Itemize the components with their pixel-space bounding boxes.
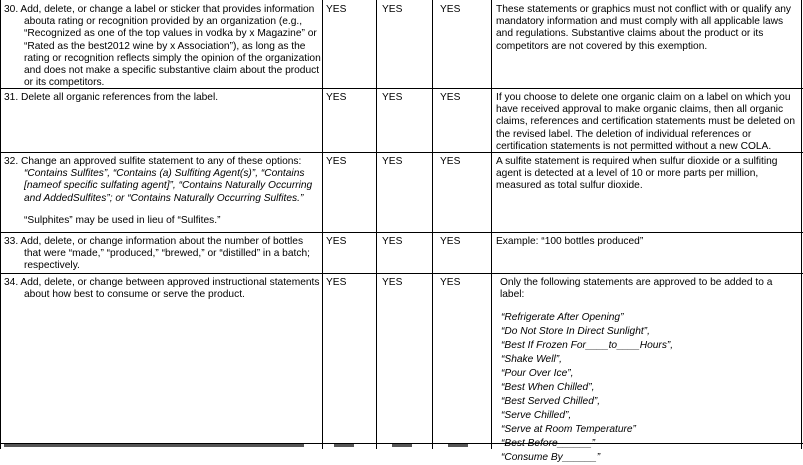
sulfite-options: “Contains Sulfites”, “Contains (a) Sulfiting Agent(s)”, “Contains [nameof specific sulfating agent]”, “Contains Naturally Occurring and AddedSulfites”; or “Contains Naturally Occurring Sulfites.” <box>24 168 313 204</box>
table-row-31-description: 31. Delete all organic references from the label. <box>4 92 219 103</box>
row-30-conditions: These statements or graphics must not conflict with or qualify any mandatory information and must comply with all applicable laws and regulations. Substantive claims about the product or its competitors are not covered by this exemption. <box>496 4 792 52</box>
row-divider <box>0 232 803 233</box>
row-31-col1: YES <box>326 92 347 103</box>
row-32-conditions: A sulfite statement is required when sulfur dioxide or a sulfiting agent is detected at a level of 10 or more parts per million, measured as total sulfur dioxide. <box>496 156 778 192</box>
row-34-col2: YES <box>382 277 403 288</box>
row-30-col1: YES <box>326 4 347 15</box>
row-32-col1: YES <box>326 156 347 167</box>
column-divider <box>432 0 433 449</box>
approved-statements-list <box>496 311 796 465</box>
list-item: “Pour Over Ice”, <box>501 368 574 380</box>
row-34-conditions <box>496 277 796 465</box>
column-divider <box>322 0 323 449</box>
table-border-left <box>0 0 1 449</box>
list-item: “Consume By______” <box>501 452 601 464</box>
row-32-col2: YES <box>382 156 403 167</box>
row-33-conditions: Example: “100 bottles produced” <box>496 236 644 247</box>
column-divider <box>376 0 377 449</box>
row-33-col3: YES <box>440 236 461 247</box>
row-30-col3: YES <box>440 4 461 15</box>
list-item: “Refrigerate After Opening” <box>501 312 624 324</box>
list-item: “Do Not Store In Direct Sunlight”, <box>501 326 650 338</box>
sulfite-lead: 32. Change an approved sulfite statement to any of these options: <box>4 156 302 167</box>
table-row-33-description: 33. Add, delete, or change information about the number of bottles that were “made,” “produced,” “brewed,” or “distilled” in a batch; respectively. <box>4 236 310 272</box>
row-33-col2: YES <box>382 236 403 247</box>
row-divider <box>0 273 803 274</box>
table-row-32-description <box>4 156 322 227</box>
row-34-col1: YES <box>326 277 347 288</box>
row-31-conditions: If you choose to delete one organic claim on a label on which you have received approval to make organic claims, then all organic claims, references and certification statements must be deleted on the revised label. The deletion of individual references or certification statements is not permitted without a new COLA. <box>496 92 795 152</box>
row-33-col1: YES <box>326 236 347 247</box>
table-row-34-description: 34. Add, delete, or change between approved instructional statements about how best to consume or serve the product. <box>4 277 320 301</box>
sulfite-note: “Sulphites” may be used in lieu of “Sulfites.” <box>24 214 221 226</box>
list-item: “Serve at Room Temperature” <box>501 424 636 436</box>
table-border-right <box>801 0 802 449</box>
next-row-cutoff <box>4 444 798 449</box>
column-divider <box>491 0 492 449</box>
list-item: “Best If Frozen For____to____Hours”, <box>501 340 674 352</box>
row-30-col2: YES <box>382 4 403 15</box>
list-item: “Shake Well”, <box>501 354 562 366</box>
table-row-30-description: 30. Add, delete, or change a label or sticker that provides information abouta rating or recognition provided by an organization (e.g., “Recognized as one of the top values in vodka by x Magazine” or “Rated as the best2012 wine by x Association”), as long as the rating or recognition reflects simply the opinion of the organization and does not make a specific substantive claim about the product or its competitors. <box>4 4 321 89</box>
row-32-col3: YES <box>440 156 461 167</box>
row-31-col3: YES <box>440 92 461 103</box>
list-item: “Best Before______” <box>501 438 596 450</box>
row-31-col2: YES <box>382 92 403 103</box>
list-item: “Best When Chilled”, <box>501 382 595 394</box>
list-item: “Best Served Chilled”, <box>501 396 601 408</box>
row-34-col3: YES <box>440 277 461 288</box>
list-item: “Serve Chilled”, <box>501 410 572 422</box>
statements-lead: Only the following statements are approved to be added to a label: <box>500 277 773 301</box>
